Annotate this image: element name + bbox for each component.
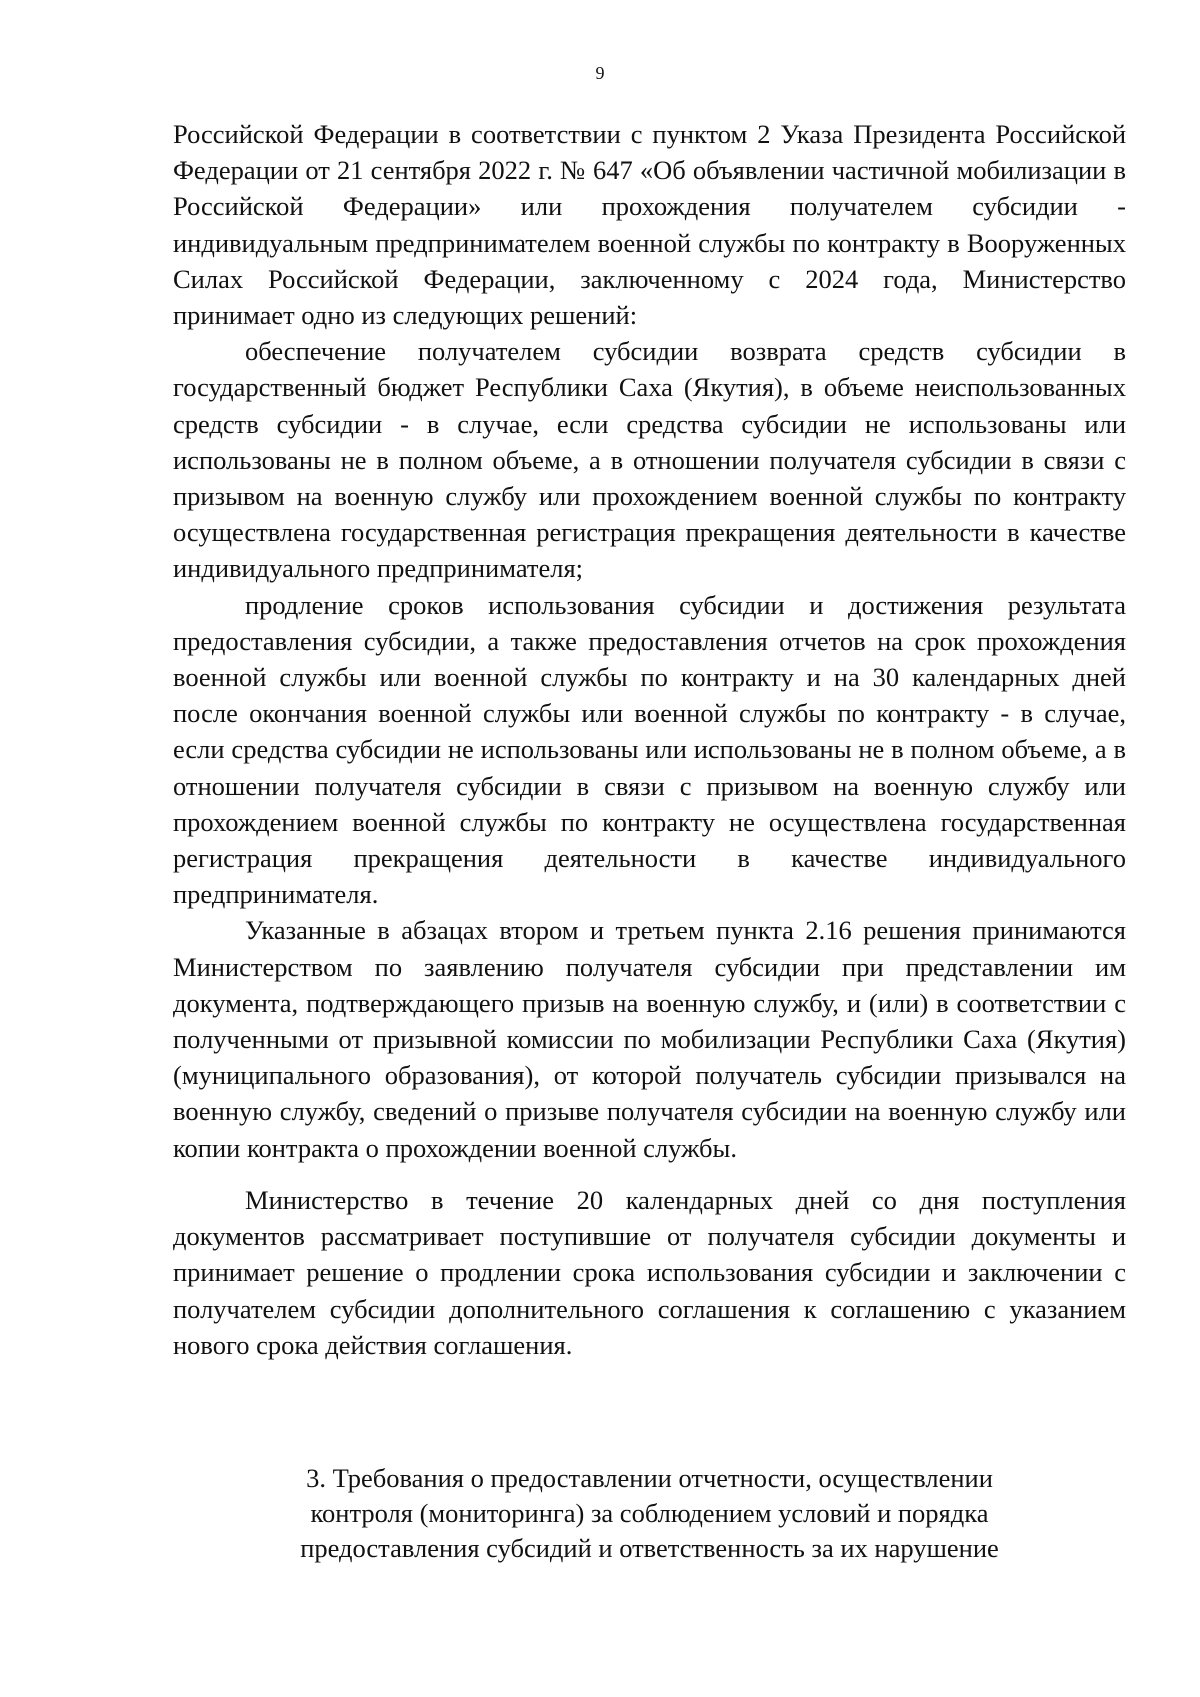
section-heading: [173, 1461, 1126, 1566]
paragraph-decision-basis: Указанные в абзацах втором и третьем пункта 2.16 решения принимаются Министерством по заявлению получателя субсидии при представлении им документа, подтверждающего призыв на военную службу, и (или) в соответствии с полученными от призывной комиссии по мобилизации Республики Саха (Якутия) (муниципального образования), от которой получатель субсидии призывался на военную службу, сведений о призыве получателя субсидии на военную службу или копии контракта о прохождении военной службы.: [173, 915, 1126, 1163]
document-body: [173, 116, 1126, 1363]
section-heading-line: предоставления субсидий и ответственность за их нарушение: [300, 1533, 999, 1563]
paragraph-ministry-review: Министерство в течение 20 календарных дней со дня поступления документов рассматривает поступившие от получателя субсидии документы и принимает решение о продлении срока использования субсидии и заключении с получателем субсидии дополнительного соглашения к соглашению с указанием нового срока действия соглашения.: [173, 1184, 1126, 1360]
section-heading-line: контроля (мониторинга) за соблюдением условий и порядка: [310, 1498, 989, 1528]
page-number: 9: [595, 63, 605, 83]
paragraph-return-of-subsidy: обеспечение получателем субсидии возврата средств субсидии в государственный бюджет Республики Саха (Якутия), в объеме неиспользованных средств субсидии - в случае, если средства субсидии не использованы или использованы не в полном объеме, а в отношении получателя субсидии в связи с призывом на военную службу или прохождением военной службы по контракту осуществлена государственная регистрация прекращения деятельности в качестве индивидуального предпринимателя;: [173, 336, 1126, 584]
paragraph-extension-of-terms: продление сроков использования субсидии и достижения результата предоставления субсидии, а также предоставления отчетов на срок прохождения военной службы или военной службы по контракту и на 30 календарных дней после окончания военной службы или военной службы по контракту - в случае, если средства субсидии не использованы или использованы не в полном объеме, а в отношении получателя субсидии в связи с призывом на военную службу или прохождением военной службы по контракту не осуществлена государственная регистрация прекращения деятельности в качестве индивидуального предпринимателя.: [173, 589, 1126, 910]
paragraph-continuation: Российской Федерации в соответствии с пунктом 2 Указа Президента Российской Федерации от 21 сентября 2022 г. № 647 «Об объявлении частичной мобилизации в Российской Федерации» или прохождения получателем субсидии - индивидуальным предпринимателем военной службы по контракту в Вооруженных Силах Российской Федерации, заключенному с 2024 года, Министерство принимает одно из следующих решений:: [173, 119, 1126, 331]
section-heading-line: 3. Требования о предоставлении отчетности, осуществлении: [306, 1463, 993, 1493]
